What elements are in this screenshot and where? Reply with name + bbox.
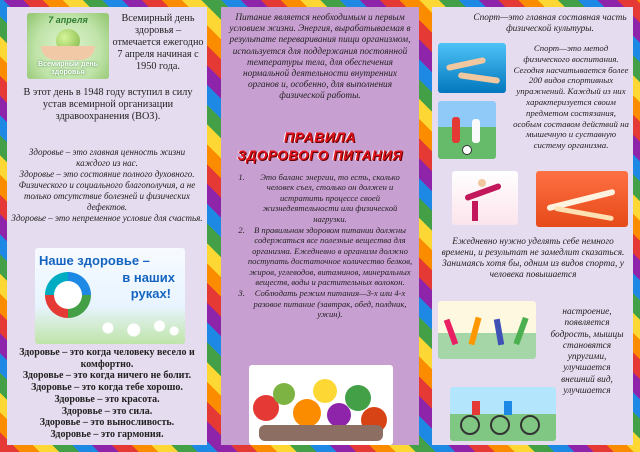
- football-photo: [438, 101, 496, 159]
- saying-5: Здоровье – это сила.: [61, 405, 153, 417]
- swimmers-photo: [438, 43, 506, 93]
- gymnast-photo: [452, 171, 518, 225]
- definitions-block: [11, 147, 203, 224]
- saying-4: Здоровье – это красота.: [54, 393, 160, 405]
- effect-1: настроение,: [562, 307, 612, 317]
- middle-panel: [221, 7, 419, 445]
- cyclists-photo: [450, 387, 556, 441]
- definition-1: Здоровье – это главная ценность жизни каждого из нас.: [28, 147, 186, 168]
- definition-2: Здоровье – это состояние полного духовного. Физического и социального благополучия, а не только отсутствие болезней и физических дефектов.: [18, 169, 196, 212]
- healthy-food-image: [249, 365, 393, 445]
- rule-1: 1. Это баланс энергии, то есть, сколько человек съел, столько он должен и истратить процессе своей жизнедеятельности или физической нагрузки.: [247, 172, 413, 224]
- effect-5: упругими,: [567, 352, 607, 363]
- saying-6: Здоровье – это выносливость.: [39, 417, 175, 429]
- effect-8: улучшается: [563, 386, 611, 397]
- hands-icon: [41, 46, 95, 60]
- badge-date: 7 апреля: [48, 15, 88, 25]
- intro-text-2: В этот день в 1948 году вступил в силу устав всемирной организации здравоохранения (ВОЗ).: [23, 87, 193, 122]
- saying-3: Здоровье – это когда тебе хорошо.: [31, 382, 183, 394]
- effects-list: [542, 307, 632, 397]
- rules-list: [227, 172, 413, 321]
- effect-3: бодрость, мышцы: [550, 329, 624, 340]
- health-day-badge: [27, 13, 109, 79]
- left-panel: [7, 7, 207, 445]
- saying-2: Здоровье – это когда ничего не болит.: [22, 370, 192, 382]
- rule-3: 3. Соблюдать режим питания—3-х или 4-х разовое питание (завтрак, обед, полдник, ужин).: [247, 288, 413, 319]
- health-logo-image: [35, 248, 185, 344]
- gymnastics-team-photo: [536, 171, 628, 227]
- sport-definition: Спорт—это метод физического воспитания. Сегодня насчитывается более 200 видов спортивных упражнений. Каждый из них характеризуется своим предметом состязания, особым составом действий на мышечную и суставную систему организма.: [513, 43, 629, 151]
- rule-2: 2. В правильном здоровом питании должны содержаться все полезные вещества для организма. Ежедневно в организм должно поступать достаточное количество белков, жиров, углеводов, витаминов, минеральных веществ, воды и растительных волокон.: [247, 225, 413, 287]
- effect-2: появляется: [564, 318, 610, 329]
- nutrition-intro: Питание является необходимым и первым условием жизни. Энергия, вырабатываемая в результате переваривания пищи организмом, используется для поддержания постоянной температуры тела, для обеспечения нормальной деятельности внутренних органов и, особенно, для выполнения физической работы.: [229, 13, 411, 102]
- sport-intro: Спорт—это главная составная часть физической культуры.: [473, 13, 627, 35]
- effect-4: становятся: [562, 340, 612, 351]
- badge-caption: Всемирный день здоровья: [38, 61, 98, 76]
- saying-7: Здоровье – это гармония.: [50, 428, 164, 440]
- effect-7: внешний вид,: [561, 374, 613, 385]
- yoga-class-photo: [438, 301, 536, 359]
- logo-line-1: Наше здоровье –: [39, 253, 150, 268]
- rules-title-1: ПРАВИЛА: [283, 129, 357, 145]
- logo-line-3: руках!: [130, 286, 171, 301]
- definition-3: Здоровье – это непременное условие для счастья.: [11, 213, 203, 223]
- sayings-list: [9, 347, 205, 441]
- daisies-icon: [95, 318, 181, 338]
- people-circle-icon: [45, 272, 91, 318]
- effect-6: улучшается: [563, 363, 611, 374]
- daily-exercise-text: Ежедневно нужно уделять себе немного времени, и результат не замедлит сказаться. Занимаясь хотя бы, одним из видов спорта, у человека повышается: [441, 237, 625, 280]
- intro-text-1: Всемирный день здоровья – отмечается ежегодно 7 апреля начиная с 1950 года.: [112, 13, 204, 72]
- logo-line-2: в наших: [122, 270, 175, 285]
- saying-1: Здоровье – это когда человеку весело и комфортно.: [19, 347, 195, 370]
- rules-title-2: ЗДОРОВОГО ПИТАНИЯ: [237, 148, 403, 163]
- right-panel: [432, 7, 633, 445]
